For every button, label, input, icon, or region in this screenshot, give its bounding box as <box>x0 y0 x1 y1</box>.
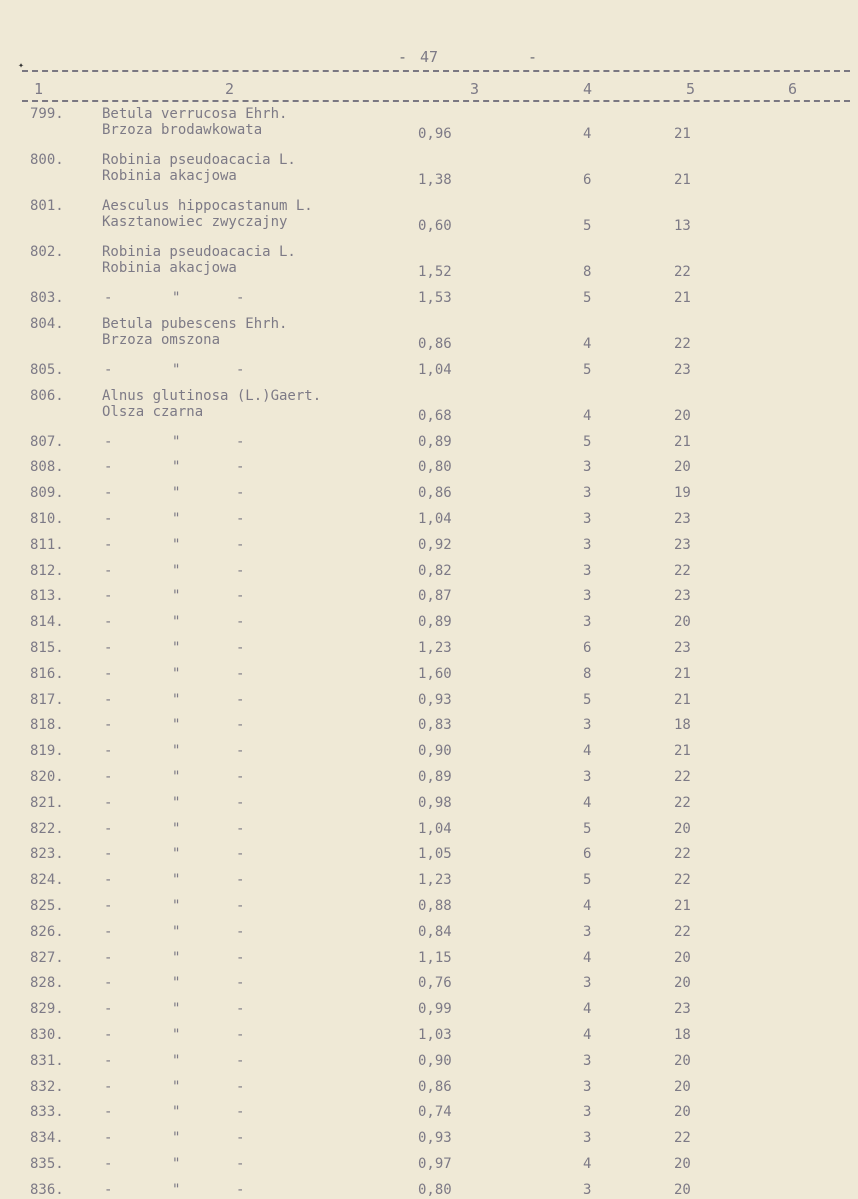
column-5-value: 18 <box>674 1027 691 1043</box>
row-number: 808. <box>30 459 64 476</box>
row-number: 801. <box>30 198 64 214</box>
column-5-value: 20 <box>674 1104 691 1121</box>
column-3-value: 1,23 <box>418 872 452 889</box>
ditto-mark: - <box>104 820 113 837</box>
column-5-value: 21 <box>674 172 691 188</box>
column-5-value: 22 <box>674 335 691 352</box>
species-polish-name: Olsza czarna <box>102 403 204 420</box>
ditto-mark: - <box>104 640 113 656</box>
column-4-value: 3 <box>583 459 592 476</box>
column-3-value: 1,04 <box>418 361 452 378</box>
column-5-value: 22 <box>674 1130 691 1147</box>
row-number: 800. <box>30 152 64 168</box>
column-5-value: 19 <box>674 485 691 502</box>
ditto-mark: - <box>236 361 245 378</box>
column-4-value: 8 <box>583 264 592 280</box>
ditto-mark: - <box>104 1156 113 1172</box>
ditto-mark: - <box>236 923 245 940</box>
ditto-mark: - <box>236 1130 245 1147</box>
ditto-mark: - <box>236 691 245 708</box>
column-5-value: 20 <box>674 1078 691 1095</box>
column-3-value: 0,92 <box>418 536 452 553</box>
ditto-mark: - <box>236 1001 245 1018</box>
row-number: 816. <box>30 665 64 682</box>
ditto-mark: " <box>172 717 181 734</box>
column-3-value: 0,89 <box>418 433 452 450</box>
column-5-value: 23 <box>674 640 691 656</box>
column-5-value: 22 <box>674 769 691 785</box>
column-4-value: 4 <box>583 743 592 760</box>
row-number: 819. <box>30 743 64 760</box>
ditto-mark: - <box>104 511 113 527</box>
column-3-value: 1,15 <box>418 949 452 966</box>
column-3-value: 0,80 <box>418 1181 452 1198</box>
ditto-mark: - <box>104 1104 113 1121</box>
ditto-mark: - <box>236 975 245 992</box>
ditto-mark: " <box>172 433 181 450</box>
column-3-value: 0,88 <box>418 898 452 914</box>
species-latin-name: Robinia pseudoacacia L. <box>102 152 296 168</box>
ditto-mark: - <box>104 872 113 889</box>
ditto-mark: - <box>104 1181 113 1198</box>
row-number: 822. <box>30 820 64 837</box>
column-3-value: 1,03 <box>418 1027 452 1043</box>
column-3-value: 0,86 <box>418 335 452 352</box>
column-3-value: 0,98 <box>418 794 452 811</box>
column-3-value: 1,53 <box>418 290 452 306</box>
row-number: 818. <box>30 717 64 734</box>
column-5-value: 22 <box>674 872 691 889</box>
ditto-mark: " <box>172 1027 181 1043</box>
column-4-value: 3 <box>583 975 592 992</box>
ditto-mark: " <box>172 665 181 682</box>
column-4-value: 5 <box>583 691 592 708</box>
column-5-value: 20 <box>674 1181 691 1198</box>
column-4-value: 5 <box>583 433 592 450</box>
column-5-value: 13 <box>674 218 691 234</box>
species-latin-name: Betula pubescens Ehrh. <box>102 315 288 332</box>
ditto-mark: - <box>104 485 113 502</box>
column-3-value: 0,89 <box>418 769 452 785</box>
ditto-mark: " <box>172 485 181 502</box>
column-4-value: 3 <box>583 1078 592 1095</box>
column-3-value: 1,60 <box>418 665 452 682</box>
column-5-value: 22 <box>674 562 691 579</box>
row-number: 820. <box>30 769 64 785</box>
row-number: 813. <box>30 588 64 605</box>
species-polish-name: Robinia akacjowa <box>102 168 237 184</box>
ditto-mark: " <box>172 923 181 940</box>
column-header-3: 3 <box>470 80 480 98</box>
ditto-mark: - <box>104 743 113 760</box>
column-3-value: 0,87 <box>418 588 452 605</box>
column-5-value: 20 <box>674 820 691 837</box>
column-3-value: 0,86 <box>418 1078 452 1095</box>
row-number: 825. <box>30 898 64 914</box>
column-5-value: 21 <box>674 898 691 914</box>
column-4-value: 4 <box>583 335 592 352</box>
column-5-value: 20 <box>674 1156 691 1172</box>
row-number: 803. <box>30 290 64 306</box>
row-number: 811. <box>30 536 64 553</box>
column-5-value: 21 <box>674 665 691 682</box>
ditto-mark: - <box>236 665 245 682</box>
column-header-1: 1 <box>34 80 44 98</box>
column-5-value: 21 <box>674 126 691 142</box>
column-5-value: 22 <box>674 923 691 940</box>
ditto-mark: " <box>172 949 181 966</box>
ditto-mark: - <box>104 975 113 992</box>
row-number: 836. <box>30 1181 64 1198</box>
row-number: 835. <box>30 1156 64 1172</box>
ditto-mark: - <box>236 743 245 760</box>
row-number: 809. <box>30 485 64 502</box>
column-3-value: 1,04 <box>418 820 452 837</box>
ditto-mark: - <box>104 1052 113 1069</box>
page-number: 47 <box>419 48 439 66</box>
ditto-mark: - <box>236 1027 245 1043</box>
column-4-value: 8 <box>583 665 592 682</box>
ditto-mark: - <box>236 949 245 966</box>
column-4-value: 3 <box>583 769 592 785</box>
row-number: 823. <box>30 846 64 863</box>
row-number: 826. <box>30 923 64 940</box>
row-number: 814. <box>30 614 64 631</box>
column-5-value: 20 <box>674 1052 691 1069</box>
column-4-value: 3 <box>583 562 592 579</box>
column-3-value: 0,99 <box>418 1001 452 1018</box>
row-number: 821. <box>30 794 64 811</box>
column-3-value: 1,23 <box>418 640 452 656</box>
ditto-mark: " <box>172 1078 181 1095</box>
row-number: 815. <box>30 640 64 656</box>
column-3-value: 1,52 <box>418 264 452 280</box>
column-5-value: 20 <box>674 407 691 424</box>
species-polish-name: Kasztanowiec zwyczajny <box>102 214 288 230</box>
ditto-mark: - <box>104 290 113 306</box>
ditto-mark: - <box>104 898 113 914</box>
species-latin-name: Robinia pseudoacacia L. <box>102 244 296 260</box>
column-4-value: 4 <box>583 407 592 424</box>
ditto-mark: - <box>104 459 113 476</box>
column-3-value: 0,68 <box>418 407 452 424</box>
row-number: 804. <box>30 315 64 332</box>
column-4-value: 5 <box>583 872 592 889</box>
row-number: 807. <box>30 433 64 450</box>
ditto-mark: " <box>172 614 181 631</box>
column-5-value: 21 <box>674 290 691 306</box>
ditto-mark: - <box>236 769 245 785</box>
column-4-value: 4 <box>583 794 592 811</box>
column-4-value: 3 <box>583 485 592 502</box>
ditto-mark: - <box>104 562 113 579</box>
column-5-value: 21 <box>674 691 691 708</box>
column-3-value: 0,93 <box>418 1130 452 1147</box>
column-5-value: 21 <box>674 743 691 760</box>
column-3-value: 0,82 <box>418 562 452 579</box>
column-5-value: 22 <box>674 264 691 280</box>
row-number: 824. <box>30 872 64 889</box>
ditto-mark: - <box>104 433 113 450</box>
ditto-mark: - <box>236 820 245 837</box>
row-number: 829. <box>30 1001 64 1018</box>
ditto-mark: " <box>172 562 181 579</box>
column-5-value: 23 <box>674 588 691 605</box>
ditto-mark: - <box>104 923 113 940</box>
ditto-mark: " <box>172 820 181 837</box>
column-4-value: 4 <box>583 126 592 142</box>
ditto-mark: " <box>172 1156 181 1172</box>
ditto-mark: " <box>172 1104 181 1121</box>
column-3-value: 0,83 <box>418 717 452 734</box>
column-4-value: 3 <box>583 923 592 940</box>
page-number-dash-left: - <box>398 48 408 66</box>
species-polish-name: Brzoza omszona <box>102 331 221 348</box>
ditto-mark: " <box>172 536 181 553</box>
ditto-mark: - <box>104 949 113 966</box>
row-number: 832. <box>30 1078 64 1095</box>
ditto-mark: " <box>172 975 181 992</box>
row-number: 828. <box>30 975 64 992</box>
column-4-value: 3 <box>583 1104 592 1121</box>
column-3-value: 0,93 <box>418 691 452 708</box>
ditto-mark: " <box>172 290 181 306</box>
ditto-mark: - <box>236 290 245 306</box>
column-4-value: 5 <box>583 361 592 378</box>
ditto-mark: - <box>104 536 113 553</box>
ditto-mark: - <box>104 1027 113 1043</box>
ditto-mark: " <box>172 1130 181 1147</box>
ditto-mark: " <box>172 1052 181 1069</box>
species-latin-name: Aesculus hippocastanum L. <box>102 198 313 214</box>
header-rule <box>22 100 850 102</box>
row-number: 833. <box>30 1104 64 1121</box>
species-polish-name: Robinia akacjowa <box>102 260 237 276</box>
ditto-mark: - <box>236 536 245 553</box>
column-3-value: 0,90 <box>418 743 452 760</box>
row-number: 806. <box>30 387 64 404</box>
column-3-value: 0,80 <box>418 459 452 476</box>
column-header-4: 4 <box>583 80 593 98</box>
column-5-value: 20 <box>674 975 691 992</box>
ditto-mark: - <box>236 1104 245 1121</box>
column-5-value: 18 <box>674 717 691 734</box>
row-number: 799. <box>30 106 64 122</box>
ditto-mark: " <box>172 898 181 914</box>
column-5-value: 23 <box>674 1001 691 1018</box>
column-3-value: 0,97 <box>418 1156 452 1172</box>
column-4-value: 3 <box>583 588 592 605</box>
column-3-value: 0,86 <box>418 485 452 502</box>
ditto-mark: - <box>104 588 113 605</box>
ditto-mark: " <box>172 588 181 605</box>
ditto-mark: - <box>104 614 113 631</box>
ditto-mark: - <box>236 872 245 889</box>
ditto-mark: " <box>172 511 181 527</box>
column-header-6: 6 <box>788 80 798 98</box>
ditto-mark: - <box>236 459 245 476</box>
ditto-mark: - <box>104 691 113 708</box>
ditto-mark: - <box>236 511 245 527</box>
ditto-mark: - <box>104 1078 113 1095</box>
column-3-value: 1,38 <box>418 172 452 188</box>
column-5-value: 20 <box>674 459 691 476</box>
column-4-value: 6 <box>583 172 592 188</box>
column-3-value: 1,04 <box>418 511 452 527</box>
row-number: 827. <box>30 949 64 966</box>
column-4-value: 3 <box>583 1130 592 1147</box>
column-4-value: 4 <box>583 1001 592 1018</box>
column-5-value: 23 <box>674 536 691 553</box>
ditto-mark: - <box>236 898 245 914</box>
ditto-mark: - <box>104 1130 113 1147</box>
row-number: 802. <box>30 244 64 260</box>
ditto-mark: - <box>104 717 113 734</box>
column-5-value: 22 <box>674 846 691 863</box>
ditto-mark: - <box>104 1001 113 1018</box>
ditto-mark: - <box>236 717 245 734</box>
column-4-value: 3 <box>583 536 592 553</box>
column-4-value: 6 <box>583 640 592 656</box>
column-3-value: 0,84 <box>418 923 452 940</box>
ditto-mark: - <box>236 1078 245 1095</box>
ditto-mark: - <box>236 794 245 811</box>
ditto-mark: - <box>236 1052 245 1069</box>
ditto-mark: - <box>236 640 245 656</box>
ditto-mark: - <box>236 562 245 579</box>
row-number: 831. <box>30 1052 64 1069</box>
species-latin-name: Betula verrucosa Ehrh. <box>102 106 288 122</box>
ditto-mark: " <box>172 1001 181 1018</box>
column-4-value: 3 <box>583 614 592 631</box>
ditto-mark: " <box>172 691 181 708</box>
column-4-value: 3 <box>583 717 592 734</box>
column-4-value: 4 <box>583 1156 592 1172</box>
column-5-value: 23 <box>674 511 691 527</box>
ditto-mark: " <box>172 769 181 785</box>
column-3-value: 0,96 <box>418 126 452 142</box>
column-3-value: 0,89 <box>418 614 452 631</box>
column-3-value: 1,05 <box>418 846 452 863</box>
ditto-mark: - <box>236 1156 245 1172</box>
page-number-dash-right: - <box>528 48 538 66</box>
row-number: 830. <box>30 1027 64 1043</box>
column-5-value: 21 <box>674 433 691 450</box>
ditto-mark: - <box>104 846 113 863</box>
ditto-mark: " <box>172 1181 181 1198</box>
column-4-value: 3 <box>583 511 592 527</box>
species-polish-name: Brzoza brodawkowata <box>102 122 263 138</box>
column-3-value: 0,74 <box>418 1104 452 1121</box>
column-3-value: 0,90 <box>418 1052 452 1069</box>
column-5-value: 20 <box>674 614 691 631</box>
ditto-mark: - <box>236 588 245 605</box>
row-number: 805. <box>30 361 64 378</box>
ditto-mark: - <box>236 433 245 450</box>
ditto-mark: - <box>236 1181 245 1198</box>
column-5-value: 22 <box>674 794 691 811</box>
column-4-value: 5 <box>583 820 592 837</box>
column-5-value: 20 <box>674 949 691 966</box>
row-number: 810. <box>30 511 64 527</box>
ditto-mark: " <box>172 361 181 378</box>
column-4-value: 5 <box>583 218 592 234</box>
margin-mark: ✦ <box>18 60 25 71</box>
column-5-value: 23 <box>674 361 691 378</box>
ditto-mark: " <box>172 743 181 760</box>
ditto-mark: - <box>236 614 245 631</box>
row-number: 817. <box>30 691 64 708</box>
column-3-value: 0,76 <box>418 975 452 992</box>
column-4-value: 4 <box>583 1027 592 1043</box>
ditto-mark: - <box>104 665 113 682</box>
row-number: 834. <box>30 1130 64 1147</box>
column-4-value: 3 <box>583 1052 592 1069</box>
ditto-mark: - <box>236 846 245 863</box>
column-header-2: 2 <box>225 80 235 98</box>
column-4-value: 5 <box>583 290 592 306</box>
ditto-mark: " <box>172 640 181 656</box>
ditto-mark: - <box>104 361 113 378</box>
ditto-mark: " <box>172 459 181 476</box>
column-4-value: 4 <box>583 898 592 914</box>
ditto-mark: " <box>172 794 181 811</box>
ditto-mark: - <box>104 794 113 811</box>
column-4-value: 6 <box>583 846 592 863</box>
row-number: 812. <box>30 562 64 579</box>
ditto-mark: - <box>236 485 245 502</box>
ditto-mark: - <box>104 769 113 785</box>
ditto-mark: " <box>172 872 181 889</box>
top-rule <box>22 70 850 72</box>
column-4-value: 4 <box>583 949 592 966</box>
column-header-5: 5 <box>686 80 696 98</box>
column-4-value: 3 <box>583 1181 592 1198</box>
column-3-value: 0,60 <box>418 218 452 234</box>
species-latin-name: Alnus glutinosa (L.)Gaert. <box>102 387 322 404</box>
ditto-mark: " <box>172 846 181 863</box>
